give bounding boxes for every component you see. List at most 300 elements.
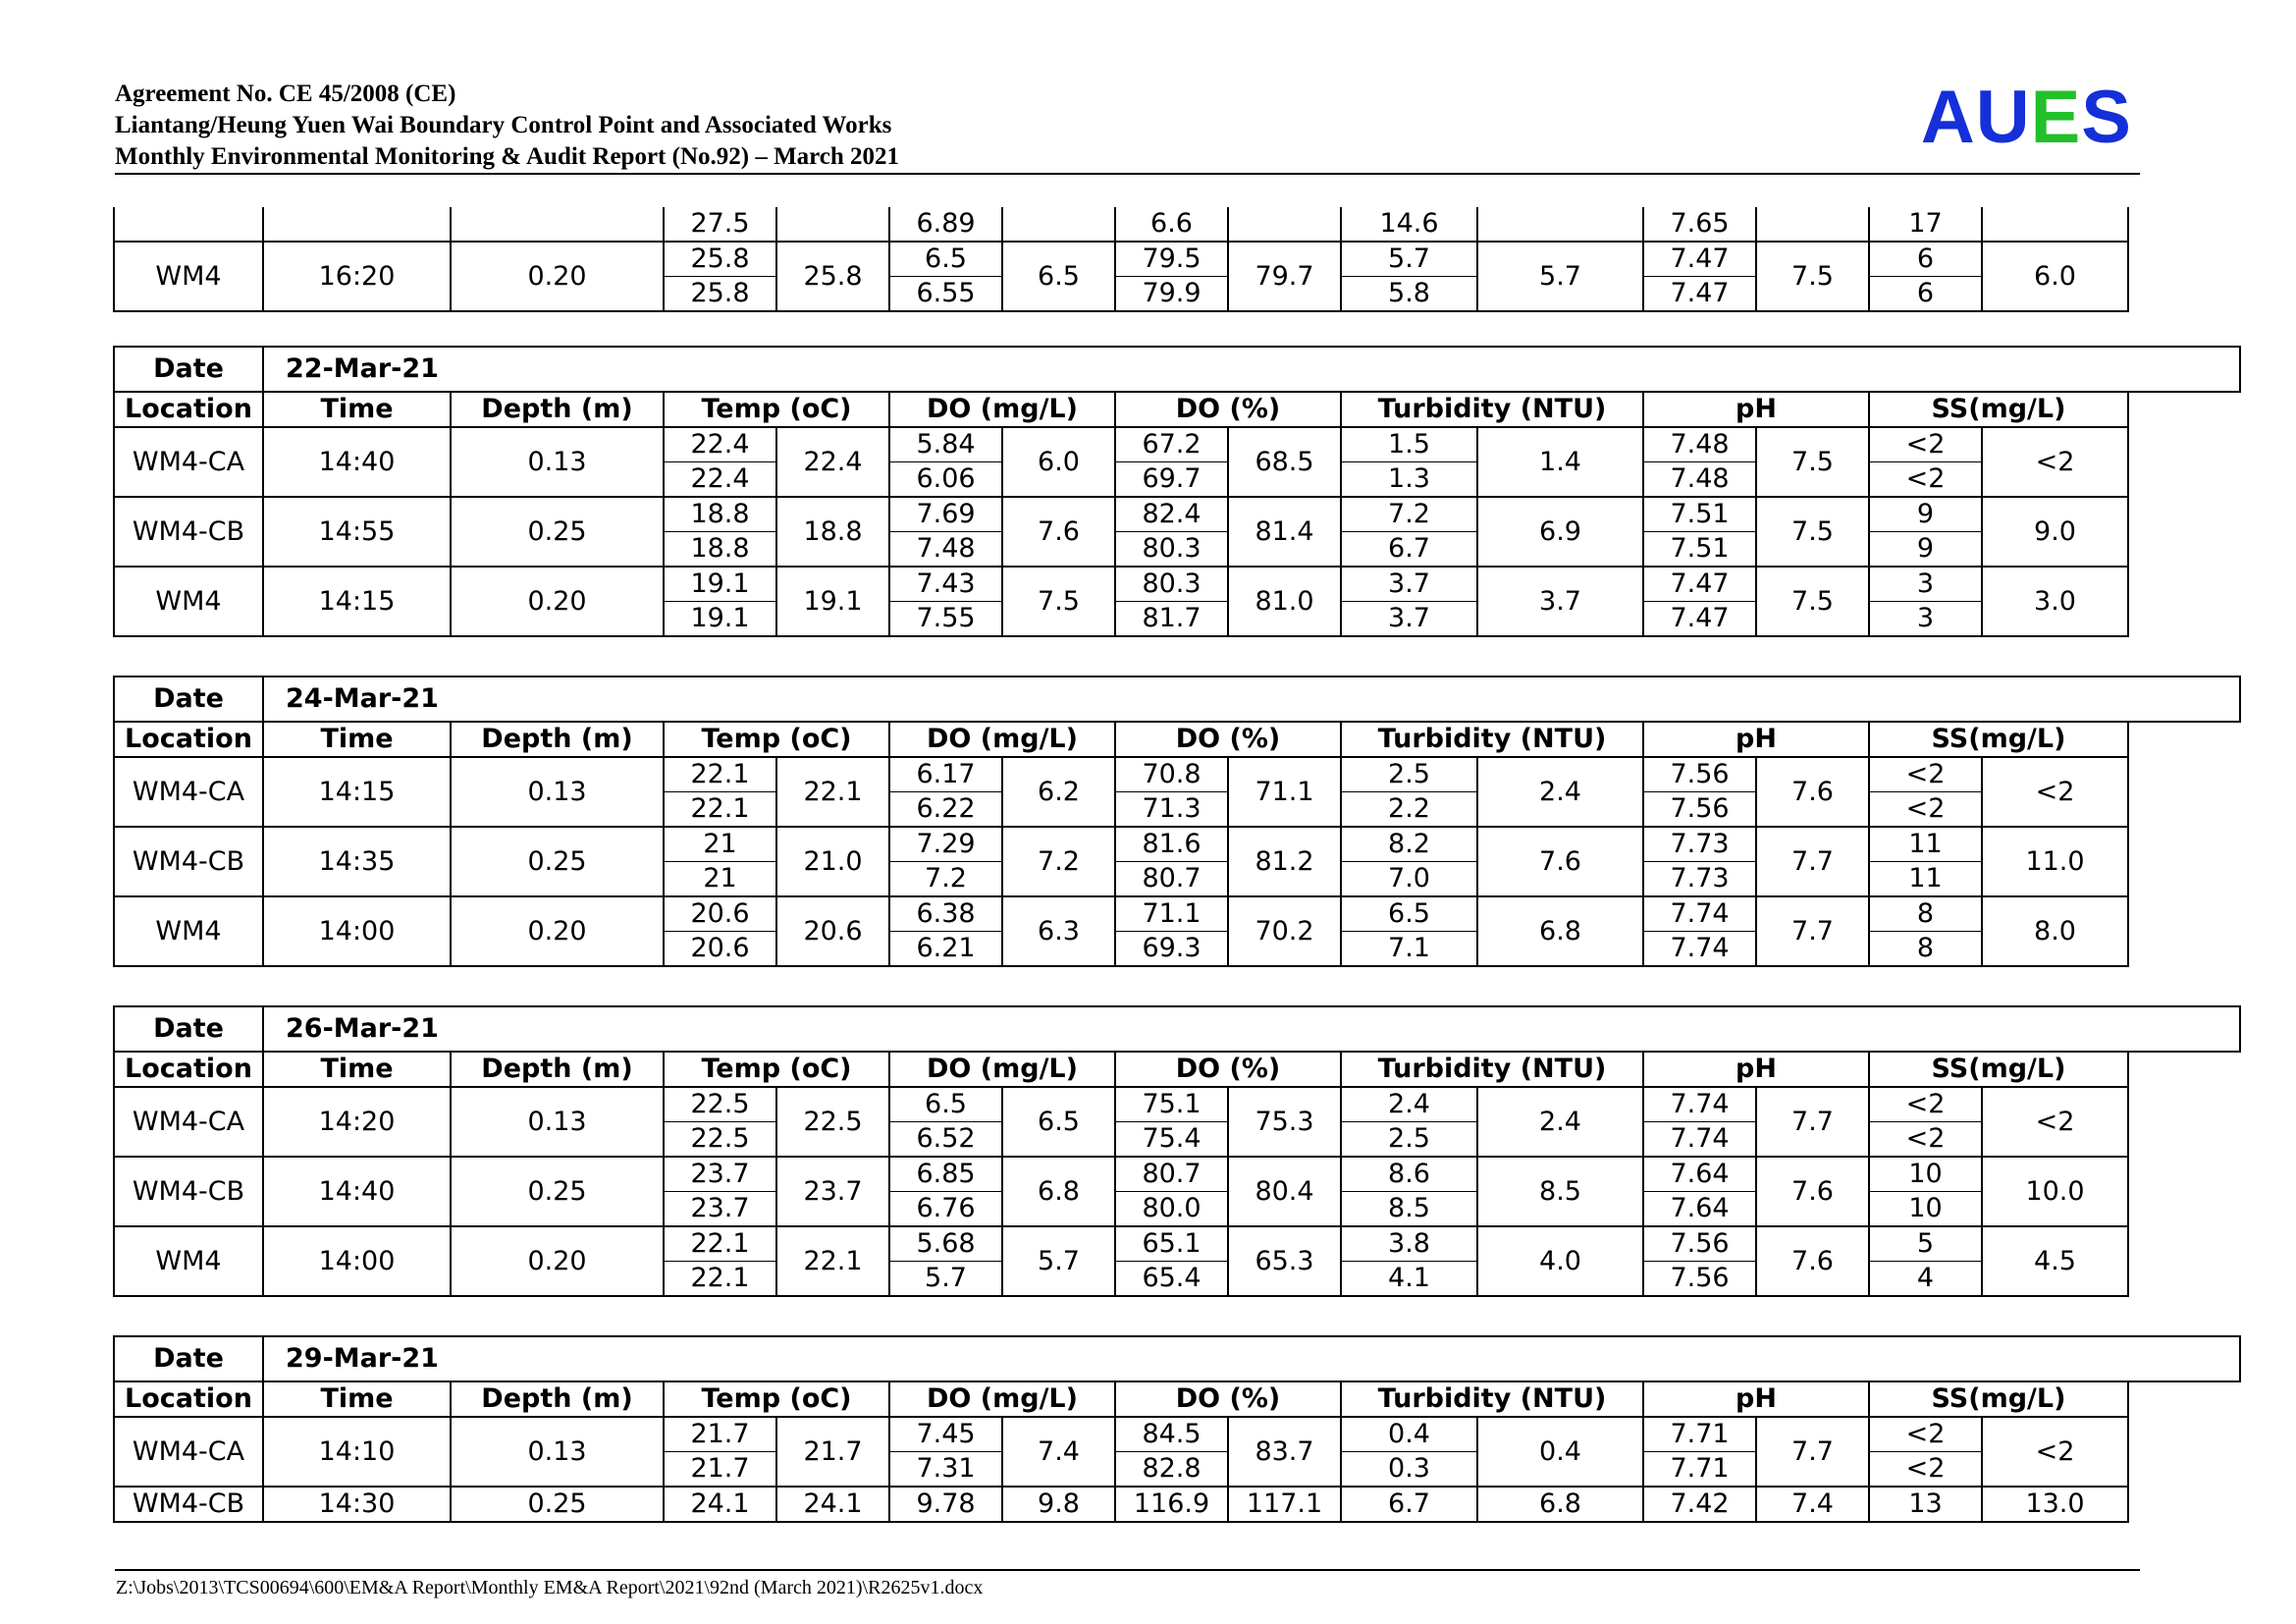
date-table [113,346,2241,637]
col-temp: Temp (oC) [664,392,889,427]
do-pct-reading: 69.7 [1115,462,1228,498]
do-pct-average: 68.5 [1228,427,1341,497]
turbidity-average: 1.4 [1477,427,1643,497]
ph-reading: 7.71 [1643,1417,1756,1452]
turbidity-reading: 2.2 [1341,792,1477,828]
date-row [114,1336,2240,1381]
report-line: Monthly Environmental Monitoring & Audit Report (No.92) – March 2021 [115,143,900,170]
ss-reading: 10 [1869,1192,1982,1227]
temp-reading: 22.1 [664,792,776,828]
do-pct-reading: 82.8 [1115,1452,1228,1488]
do-average: 6.5 [1002,242,1115,311]
temp-average: 22.1 [776,1226,889,1296]
do-pct-average: 83.7 [1228,1417,1341,1487]
do-average: 6.3 [1002,896,1115,966]
do-pct-average: 81.4 [1228,497,1341,567]
temp-reading: 23.7 [664,1157,776,1192]
temp-reading: 19.1 [664,567,776,602]
col-location: Location [114,392,263,427]
ss-reading: 9 [1869,497,1982,532]
table-row [114,1157,2240,1192]
do-reading: 7.45 [889,1417,1002,1452]
ss-average: 13.0 [1982,1487,2128,1522]
date-table [113,676,2241,967]
ss-reading: 5 [1869,1226,1982,1262]
ph-average: 7.7 [1756,827,1869,896]
do-pct-average: 117.1 [1228,1487,1341,1522]
header-divider [115,173,2140,175]
col-ss: SS(mg/L) [1869,1381,2128,1417]
do-pct-reading: 65.1 [1115,1226,1228,1262]
ph-average: 7.6 [1756,757,1869,827]
temp-reading: 22.4 [664,427,776,462]
turbidity-reading: 2.5 [1341,1122,1477,1158]
ph-reading: 7.65 [1643,207,1756,242]
temp-reading: 22.5 [664,1087,776,1122]
col-depth: Depth (m) [451,722,664,757]
do-pct-reading: 67.2 [1115,427,1228,462]
temp-reading: 19.1 [664,602,776,637]
date-row [114,677,2240,722]
col-temp: Temp (oC) [664,722,889,757]
do-pct-average: 70.2 [1228,896,1341,966]
col-time: Time [263,392,451,427]
col-turbidity: Turbidity (NTU) [1341,1052,1643,1087]
do-average [1002,207,1115,242]
ss-reading: 17 [1869,207,1982,242]
location-cell: WM4 [114,242,263,311]
depth-cell: 0.13 [451,1087,664,1157]
ss-reading: 3 [1869,602,1982,637]
temp-reading: 25.8 [664,242,776,277]
turbidity-average: 2.4 [1477,757,1643,827]
do-average: 7.5 [1002,567,1115,636]
do-reading: 9.78 [889,1487,1002,1522]
ph-reading: 7.56 [1643,1262,1756,1297]
location-cell: WM4 [114,1226,263,1296]
ph-reading: 7.47 [1643,277,1756,312]
date-value: 26-Mar-21 [263,1006,2240,1052]
turbidity-reading: 6.5 [1341,896,1477,932]
ss-reading: 9 [1869,532,1982,568]
turbidity-reading: 7.1 [1341,932,1477,967]
ph-reading: 7.64 [1643,1157,1756,1192]
depth-cell: 0.13 [451,757,664,827]
ph-reading: 7.48 [1643,427,1756,462]
ss-reading: <2 [1869,757,1982,792]
col-location: Location [114,1381,263,1417]
time-cell: 14:30 [263,1487,451,1522]
turbidity-average: 0.4 [1477,1417,1643,1487]
turbidity-reading: 8.2 [1341,827,1477,862]
temp-reading: 18.8 [664,497,776,532]
column-header-row [114,392,2240,427]
ph-reading: 7.73 [1643,862,1756,897]
ss-reading: 6 [1869,277,1982,312]
continued-table [113,207,2241,312]
temp-reading: 22.5 [664,1122,776,1158]
header-text [115,79,2140,173]
col-ph: pH [1643,392,1869,427]
col-temp: Temp (oC) [664,1052,889,1087]
do-reading: 7.48 [889,532,1002,568]
do-pct-average: 81.2 [1228,827,1341,896]
column-header-row [114,722,2240,757]
ph-reading: 7.47 [1643,602,1756,637]
ss-average [1982,207,2128,242]
ss-reading: 4 [1869,1262,1982,1297]
do-pct-average [1228,207,1341,242]
do-pct-reading: 81.7 [1115,602,1228,637]
do-reading: 6.5 [889,242,1002,277]
col-ss: SS(mg/L) [1869,1052,2128,1087]
depth-cell: 0.20 [451,567,664,636]
ss-average: <2 [1982,1417,2128,1487]
ph-reading: 7.56 [1643,1226,1756,1262]
ph-reading: 7.42 [1643,1487,1756,1522]
depth-cell: 0.25 [451,827,664,896]
table-row [114,827,2240,862]
ph-reading: 7.73 [1643,827,1756,862]
do-reading: 7.31 [889,1452,1002,1488]
turbidity-average: 8.5 [1477,1157,1643,1226]
location-cell: WM4-CB [114,1157,263,1226]
ss-average: 11.0 [1982,827,2128,896]
turbidity-reading: 0.4 [1341,1417,1477,1452]
time-cell: 14:20 [263,1087,451,1157]
col-do-mgl: DO (mg/L) [889,1381,1115,1417]
ss-reading: <2 [1869,1452,1982,1488]
turbidity-reading: 1.5 [1341,427,1477,462]
turbidity-average: 6.8 [1477,896,1643,966]
do-reading: 6.89 [889,207,1002,242]
turbidity-average: 2.4 [1477,1087,1643,1157]
col-ss: SS(mg/L) [1869,722,2128,757]
temp-average: 19.1 [776,567,889,636]
col-ph: pH [1643,722,1869,757]
do-reading: 6.52 [889,1122,1002,1158]
do-pct-reading: 71.1 [1115,896,1228,932]
logo-text-au: AU [1920,76,2031,159]
do-pct-reading: 79.5 [1115,242,1228,277]
temp-reading: 22.1 [664,1226,776,1262]
ss-reading: <2 [1869,427,1982,462]
do-average: 6.8 [1002,1157,1115,1226]
turbidity-average: 3.7 [1477,567,1643,636]
ph-reading: 7.47 [1643,242,1756,277]
time-cell: 14:00 [263,896,451,966]
logo-text-s: S [2081,76,2132,159]
do-reading: 6.38 [889,896,1002,932]
col-depth: Depth (m) [451,1052,664,1087]
ph-reading: 7.56 [1643,757,1756,792]
location-cell: WM4-CA [114,427,263,497]
location-cell: WM4-CB [114,1487,263,1522]
turbidity-reading: 5.8 [1341,277,1477,312]
do-average: 6.2 [1002,757,1115,827]
do-pct-reading: 71.3 [1115,792,1228,828]
ss-average: 4.5 [1982,1226,2128,1296]
turbidity-reading: 6.7 [1341,1487,1477,1522]
time-cell: 14:00 [263,1226,451,1296]
table-row [114,427,2240,462]
depth-cell: 0.20 [451,242,664,311]
date-table [113,1335,2241,1523]
ss-average: 6.0 [1982,242,2128,311]
turbidity-average: 7.6 [1477,827,1643,896]
depth-cell: 0.13 [451,1417,664,1487]
do-pct-average: 71.1 [1228,757,1341,827]
table-row [114,896,2240,932]
project-line: Liantang/Heung Yuen Wai Boundary Control Point and Associated Works [115,112,892,138]
table-row [114,207,2240,242]
time-cell: 14:15 [263,567,451,636]
ss-average: 3.0 [1982,567,2128,636]
time-cell: 14:35 [263,827,451,896]
date-label: Date [114,1336,263,1381]
col-do-pct: DO (%) [1115,1381,1341,1417]
turbidity-reading: 2.4 [1341,1087,1477,1122]
ph-reading: 7.56 [1643,792,1756,828]
time-cell [263,207,451,242]
location-cell: WM4-CA [114,757,263,827]
depth-cell: 0.25 [451,497,664,567]
date-row [114,347,2240,392]
turbidity-reading: 14.6 [1341,207,1477,242]
ph-reading: 7.48 [1643,462,1756,498]
location-cell: WM4 [114,896,263,966]
temp-average: 20.6 [776,896,889,966]
time-cell: 14:40 [263,427,451,497]
col-do-mgl: DO (mg/L) [889,722,1115,757]
ph-average: 7.7 [1756,896,1869,966]
temp-reading: 18.8 [664,532,776,568]
turbidity-reading: 3.8 [1341,1226,1477,1262]
turbidity-reading: 3.7 [1341,567,1477,602]
temp-average: 22.5 [776,1087,889,1157]
ph-reading: 7.51 [1643,497,1756,532]
do-reading: 6.17 [889,757,1002,792]
logo-text-e: E [2030,76,2082,159]
time-cell: 14:55 [263,497,451,567]
time-cell: 16:20 [263,242,451,311]
temp-reading: 21 [664,827,776,862]
ph-reading: 7.74 [1643,1087,1756,1122]
col-depth: Depth (m) [451,1381,664,1417]
col-turbidity: Turbidity (NTU) [1341,1381,1643,1417]
ss-reading: 10 [1869,1157,1982,1192]
depth-cell: 0.25 [451,1487,664,1522]
temp-reading: 21 [664,862,776,897]
aues-logo [1920,76,2132,159]
date-label: Date [114,1006,263,1052]
do-pct-reading: 80.0 [1115,1192,1228,1227]
temp-average: 21.0 [776,827,889,896]
footer-divider [115,1569,2140,1571]
col-time: Time [263,722,451,757]
ss-average: 8.0 [1982,896,2128,966]
temp-reading: 22.1 [664,1262,776,1297]
ph-average: 7.5 [1756,242,1869,311]
col-time: Time [263,1052,451,1087]
do-reading: 7.55 [889,602,1002,637]
do-average: 6.0 [1002,427,1115,497]
do-pct-average: 65.3 [1228,1226,1341,1296]
agreement-line: Agreement No. CE 45/2008 (CE) [115,81,456,107]
ss-reading: <2 [1869,1122,1982,1158]
do-pct-reading: 75.4 [1115,1122,1228,1158]
ss-reading: 8 [1869,932,1982,967]
do-pct-reading: 69.3 [1115,932,1228,967]
ss-reading: <2 [1869,792,1982,828]
ph-average: 7.5 [1756,567,1869,636]
do-pct-reading: 80.7 [1115,862,1228,897]
do-average: 7.2 [1002,827,1115,896]
temp-reading: 24.1 [664,1487,776,1522]
do-pct-reading: 79.9 [1115,277,1228,312]
ss-average: <2 [1982,427,2128,497]
col-temp: Temp (oC) [664,1381,889,1417]
turbidity-average [1477,207,1643,242]
do-pct-reading: 80.3 [1115,567,1228,602]
do-average: 7.4 [1002,1417,1115,1487]
do-reading: 6.76 [889,1192,1002,1227]
do-reading: 5.68 [889,1226,1002,1262]
do-reading: 5.7 [889,1262,1002,1297]
table-row [114,1226,2240,1262]
do-reading: 6.85 [889,1157,1002,1192]
date-value: 22-Mar-21 [263,347,2240,392]
col-do-pct: DO (%) [1115,1052,1341,1087]
col-turbidity: Turbidity (NTU) [1341,722,1643,757]
col-turbidity: Turbidity (NTU) [1341,392,1643,427]
turbidity-average: 5.7 [1477,242,1643,311]
do-pct-reading: 80.3 [1115,532,1228,568]
depth-cell: 0.20 [451,1226,664,1296]
table-row [114,497,2240,532]
ph-average: 7.6 [1756,1226,1869,1296]
turbidity-average: 6.8 [1477,1487,1643,1522]
ph-average: 7.4 [1756,1487,1869,1522]
ss-reading: <2 [1869,1087,1982,1122]
turbidity-reading: 8.6 [1341,1157,1477,1192]
temp-average: 25.8 [776,242,889,311]
ss-reading: 11 [1869,862,1982,897]
ph-average: 7.5 [1756,497,1869,567]
col-location: Location [114,1052,263,1087]
location-cell: WM4-CA [114,1417,263,1487]
location-cell: WM4-CA [114,1087,263,1157]
temp-reading: 22.4 [664,462,776,498]
ph-average: 7.5 [1756,427,1869,497]
do-reading: 7.2 [889,862,1002,897]
do-pct-reading: 75.1 [1115,1087,1228,1122]
do-pct-reading: 6.6 [1115,207,1228,242]
depth-cell [451,207,664,242]
date-label: Date [114,677,263,722]
depth-cell: 0.25 [451,1157,664,1226]
depth-cell: 0.20 [451,896,664,966]
do-reading: 6.5 [889,1087,1002,1122]
temp-average: 22.1 [776,757,889,827]
do-average: 6.5 [1002,1087,1115,1157]
time-cell: 14:40 [263,1157,451,1226]
ph-average: 7.6 [1756,1157,1869,1226]
ss-reading: <2 [1869,462,1982,498]
ss-reading: <2 [1869,1417,1982,1452]
file-path-footer: Z:\Jobs\2013\TCS00694\600\EM&A Report\Monthly EM&A Report\2021\92nd (March 2021)\R2625v1.docx [116,1577,984,1598]
ph-average: 7.7 [1756,1417,1869,1487]
turbidity-reading: 1.3 [1341,462,1477,498]
table-row [114,242,2240,277]
ss-average: <2 [1982,1087,2128,1157]
ss-reading: 8 [1869,896,1982,932]
location-cell [114,207,263,242]
date-table [113,1005,2241,1297]
ph-reading: 7.74 [1643,1122,1756,1158]
do-pct-reading: 65.4 [1115,1262,1228,1297]
temp-average: 22.4 [776,427,889,497]
date-value: 29-Mar-21 [263,1336,2240,1381]
column-header-row [114,1052,2240,1087]
do-average: 7.6 [1002,497,1115,567]
col-ph: pH [1643,1052,1869,1087]
ph-reading: 7.51 [1643,532,1756,568]
temp-average [776,207,889,242]
temp-reading: 21.7 [664,1417,776,1452]
turbidity-reading: 7.0 [1341,862,1477,897]
table-row [114,757,2240,792]
turbidity-reading: 0.3 [1341,1452,1477,1488]
do-reading: 6.22 [889,792,1002,828]
turbidity-reading: 3.7 [1341,602,1477,637]
turbidity-reading: 2.5 [1341,757,1477,792]
col-do-pct: DO (%) [1115,392,1341,427]
col-do-mgl: DO (mg/L) [889,392,1115,427]
depth-cell: 0.13 [451,427,664,497]
col-ss: SS(mg/L) [1869,392,2128,427]
ss-average: 9.0 [1982,497,2128,567]
ph-average [1756,207,1869,242]
do-reading: 7.43 [889,567,1002,602]
do-reading: 7.29 [889,827,1002,862]
temp-average: 23.7 [776,1157,889,1226]
temp-reading: 20.6 [664,896,776,932]
table-row [114,1487,2240,1522]
turbidity-reading: 5.7 [1341,242,1477,277]
do-reading: 6.55 [889,277,1002,312]
turbidity-reading: 7.2 [1341,497,1477,532]
ss-reading: 6 [1869,242,1982,277]
do-average: 9.8 [1002,1487,1115,1522]
ph-average: 7.7 [1756,1087,1869,1157]
table-row [114,1087,2240,1122]
location-cell: WM4-CB [114,497,263,567]
time-cell: 14:15 [263,757,451,827]
date-value: 24-Mar-21 [263,677,2240,722]
do-reading: 6.06 [889,462,1002,498]
do-pct-average: 79.7 [1228,242,1341,311]
location-cell: WM4-CB [114,827,263,896]
table-row [114,567,2240,602]
ph-reading: 7.64 [1643,1192,1756,1227]
date-label: Date [114,347,263,392]
do-pct-average: 80.4 [1228,1157,1341,1226]
ss-reading: 11 [1869,827,1982,862]
temp-reading: 23.7 [664,1192,776,1227]
ph-reading: 7.71 [1643,1452,1756,1488]
temp-average: 24.1 [776,1487,889,1522]
